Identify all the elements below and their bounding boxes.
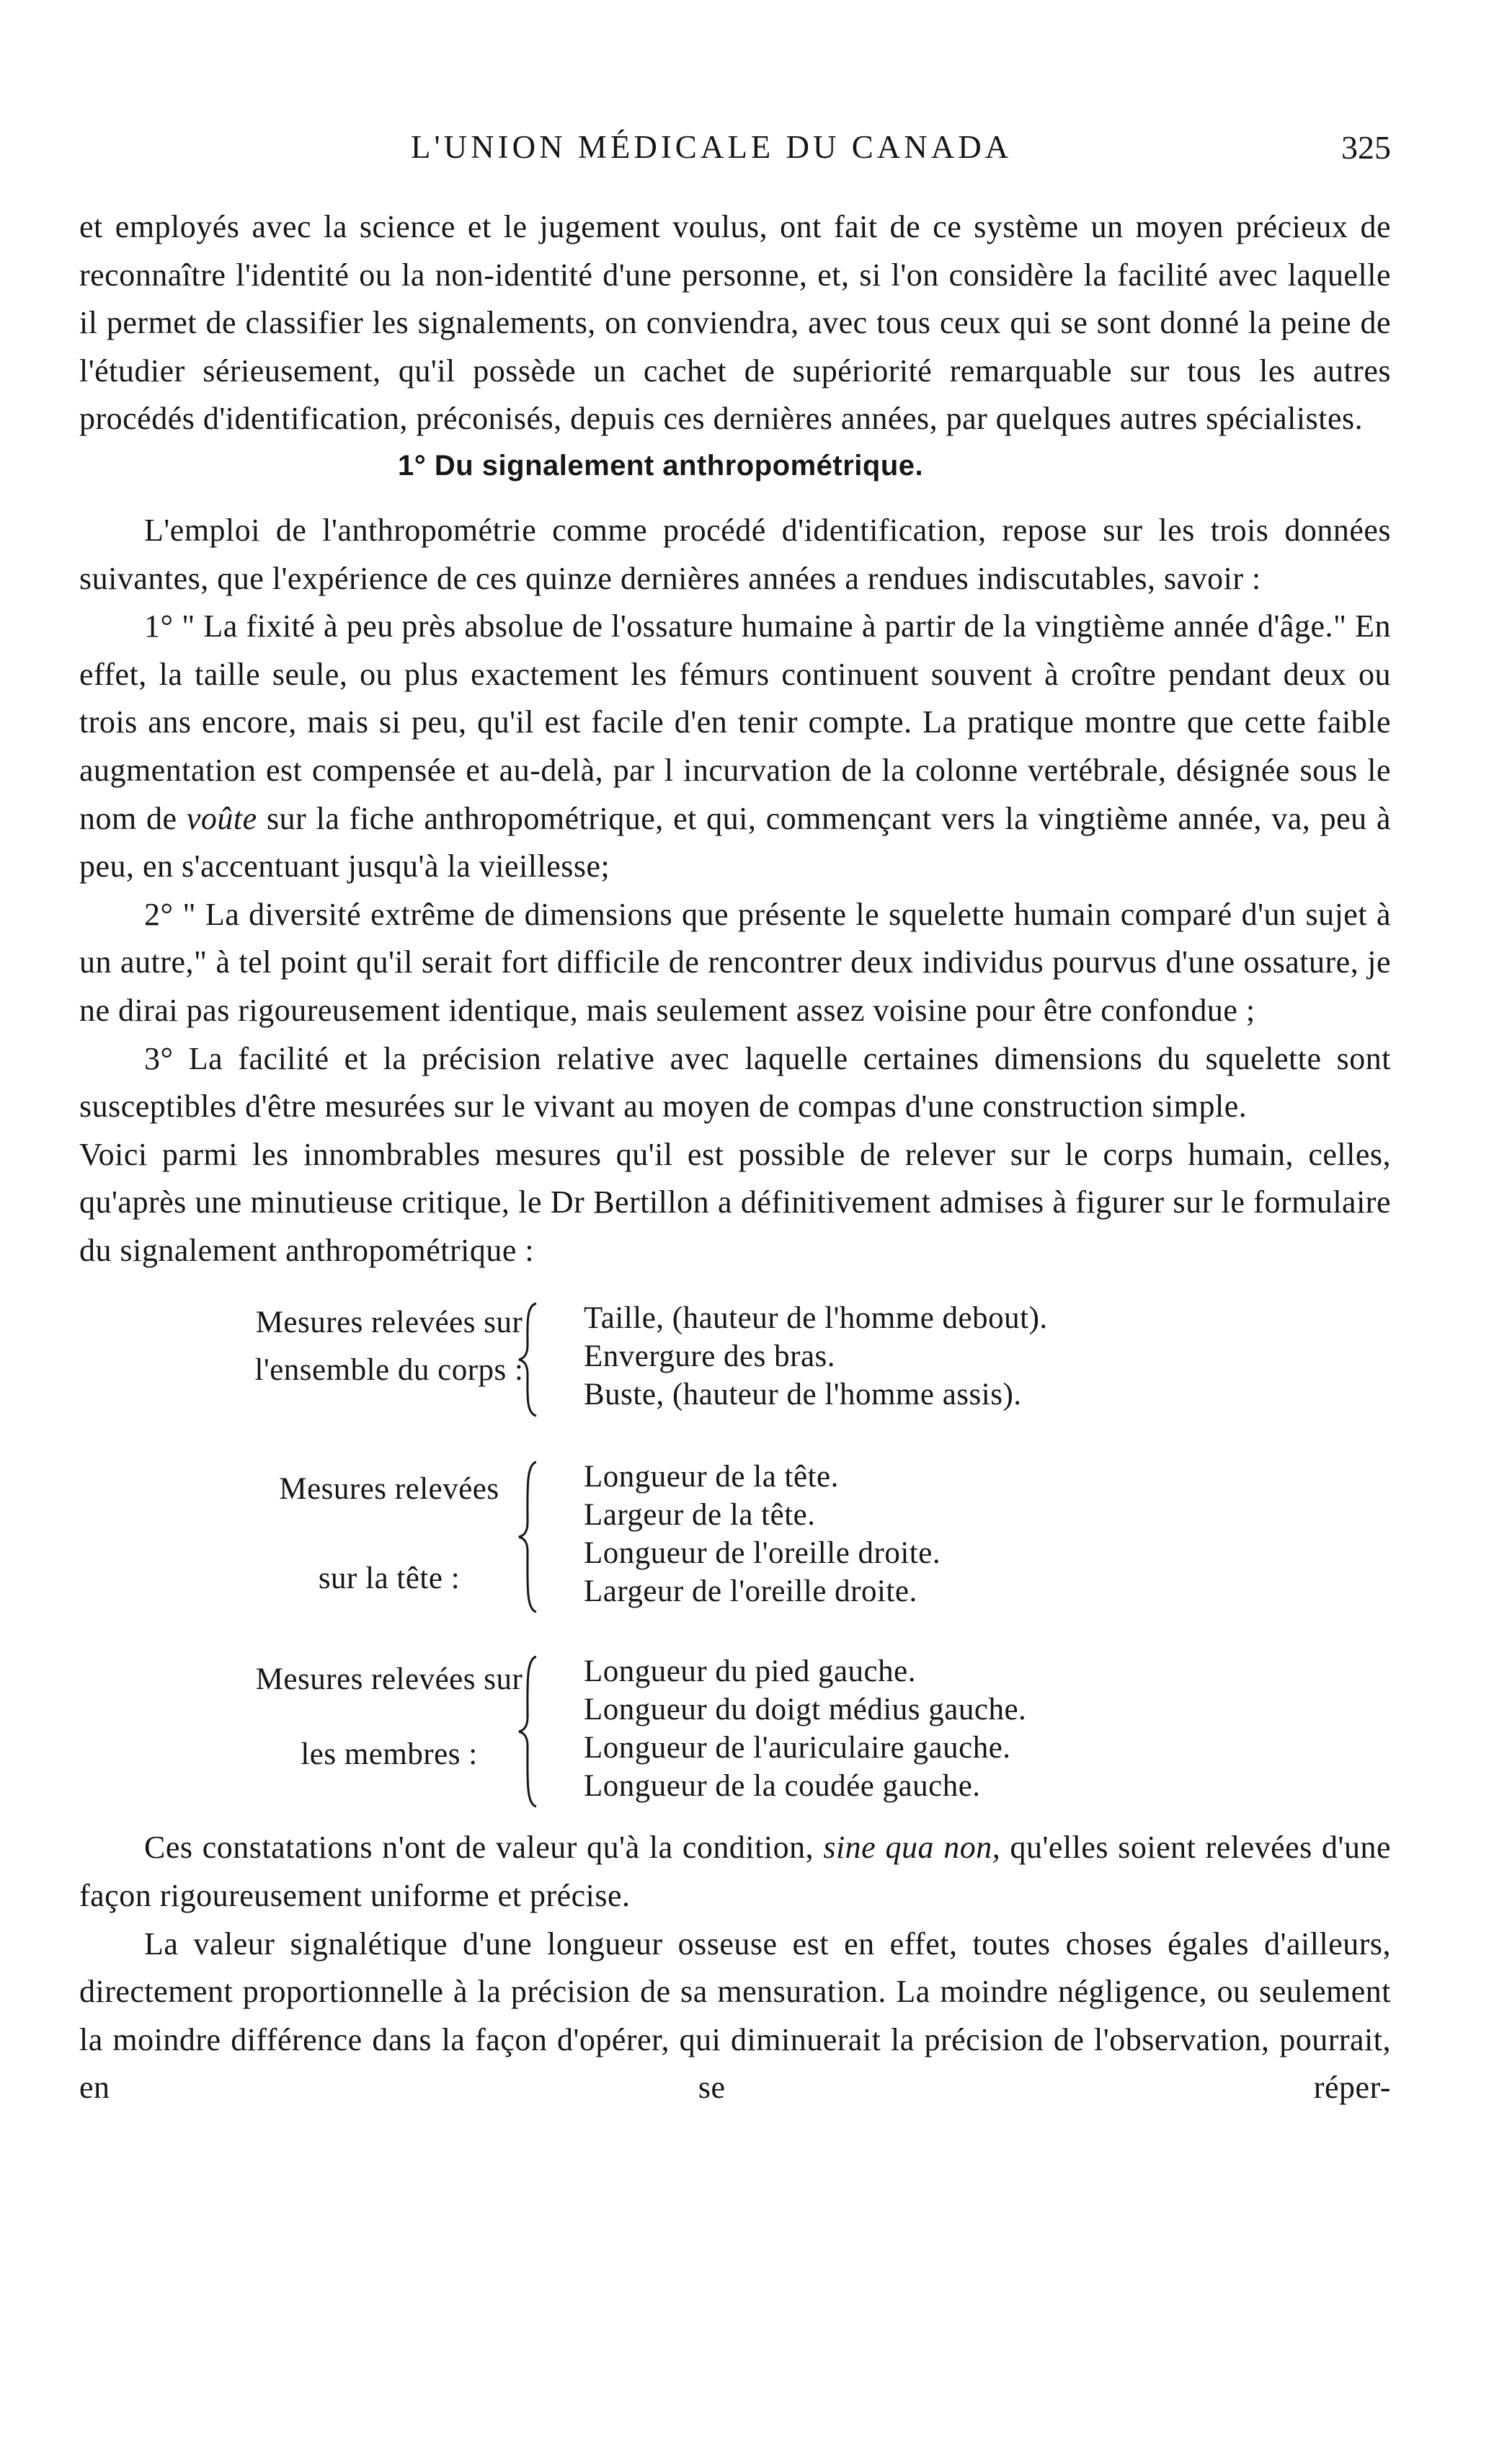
italic-term: voûte xyxy=(186,800,257,836)
measure-item: Envergure des bras. xyxy=(584,1339,836,1374)
group-label-line: Mesures relevées xyxy=(279,1472,499,1507)
measure-item: Longueur du doigt médius gauche. xyxy=(584,1693,1027,1727)
curly-brace-icon xyxy=(517,1655,542,1808)
page-header xyxy=(79,128,1391,174)
group-label-line: les membres : xyxy=(301,1737,478,1772)
measure-item: Taille, (hauteur de l'homme debout). xyxy=(584,1301,1048,1336)
body-text xyxy=(79,203,1391,2112)
paragraph-premise-2: 2° " La diversité extrême de dimensions que présente le squelette humain comparé d'un sujet à un autre," à tel point qu'il serait fort difficile de rencontrer deux individus pourvus d'une ossature, je ne dirai pas rigoureusement identique, mais seulement assez voisine pour être confondue ; xyxy=(79,896,1391,1028)
document-page xyxy=(79,0,1391,2464)
measure-item: Largeur de la tête. xyxy=(584,1498,816,1533)
measure-item: Longueur de la coudée gauche. xyxy=(584,1769,981,1804)
paragraph-conditions xyxy=(79,1824,1391,1920)
measure-item: Largeur de l'oreille droite. xyxy=(584,1574,917,1609)
measures-group-limbs xyxy=(79,1652,1391,1805)
measure-item: Longueur de l'oreille droite. xyxy=(584,1536,941,1571)
measure-item: Buste, (hauteur de l'homme assis). xyxy=(584,1378,1022,1412)
section-heading: 1° Du signalement anthropométrique. xyxy=(398,449,924,482)
paragraph-precision: La valeur signalétique d'une longueur osseuse est en effet, toutes choses égales d'ailleurs, directement proportionnelle à la précision de sa mensuration. La moindre négligence, ou seulement la moindre différence dans la façon d'opérer, qui diminuerait la précision de l'observation, pourrait, en se réper- xyxy=(79,1925,1391,2106)
paragraph-measures-intro: Voici parmi les innombrables mesures qu'il est possible de relever sur le corps humain, celles, qu'après une minutieuse critique, le Dr Bertillon a définitivement admises à figurer sur le formulaire du signalement anthropométrique : xyxy=(79,1136,1391,1268)
curly-brace-icon xyxy=(517,1461,542,1613)
group-label-line: Mesures relevées sur xyxy=(255,1306,523,1340)
paragraph-premise-1-continued xyxy=(79,795,1391,891)
italic-term: sine qua non, xyxy=(823,1830,1001,1866)
page-number: 325 xyxy=(1341,129,1391,166)
measures-group-body xyxy=(79,1299,1391,1440)
measure-item: Longueur du pied gauche. xyxy=(584,1654,916,1689)
measures-list xyxy=(584,1299,1304,1414)
group-label-line: Mesures relevées sur xyxy=(255,1662,523,1697)
measures-group-head xyxy=(79,1458,1391,1635)
text-run: sur la fiche anthropométrique, et qui, commençant vers la vingtième année, va, peu à peu, en s'accentuant jusqu'à la vieillesse; xyxy=(79,800,1391,885)
measure-item: Longueur de la tête. xyxy=(584,1460,839,1494)
measures-list xyxy=(584,1458,1304,1610)
measures-table xyxy=(79,1299,1391,1805)
text-run: qu'elles soient relevées d'une façon rigoureusement uniforme et précise. xyxy=(79,1830,1391,1914)
group-label-line: sur la tête : xyxy=(318,1561,461,1596)
curly-brace-icon xyxy=(517,1302,542,1417)
measure-item: Longueur de l'auriculaire gauche. xyxy=(584,1731,1011,1765)
text-run: Ces constatations n'ont de valeur qu'à la condition, xyxy=(144,1830,824,1866)
group-label-line: l'ensemble du corps : xyxy=(254,1353,524,1388)
paragraph-premise-1: 1° " La fixité à peu près absolue de l'ossature humaine à partir de la vingtième année d'âge." En effet, la taille seule, ou plus exactement les fémurs continuent souvent à croître pendant deux ou trois ans encore, mais si peu, qu'il est facile d'en tenir compte. La pratique montre que cette faible augmentation est compensée et au-delà, par l incurvation de la colonne vertébrale, désignée sous le xyxy=(79,608,1391,788)
paragraph-intro: et employés avec la science et le jugement voulus, ont fait de ce système un moyen précieux de reconnaître l'identité ou la non-identité d'une personne, et, si l'on considère la facilité avec laquelle il permet de classifier les signalements, on conviendra, avec tous ceux qui se sont donné la peine de l'étudier sérieusement, qu'il possède un cachet de supériorité remarquable sur tous les autres procédés d'identification, préconisés, depuis ces dernières années, par quelques autres spécialistes. xyxy=(79,209,1391,437)
paragraph-premise-3: 3° La facilité et la précision relative avec laquelle certaines dimensions du squelette sont susceptibles d'être mesurées sur le vivant au moyen de compas d'une construction simple. xyxy=(79,1040,1391,1125)
measures-list xyxy=(584,1652,1304,1805)
running-title: L'UNION MÉDICALE DU CANADA xyxy=(411,129,1013,165)
paragraph-premises: L'emploi de l'anthropométrie comme procédé d'identification, repose sur les trois données suivantes, que l'expérience de ces quinze dernières années a rendues indiscutables, savoir : xyxy=(79,512,1391,596)
text-run: nom de xyxy=(79,800,187,836)
